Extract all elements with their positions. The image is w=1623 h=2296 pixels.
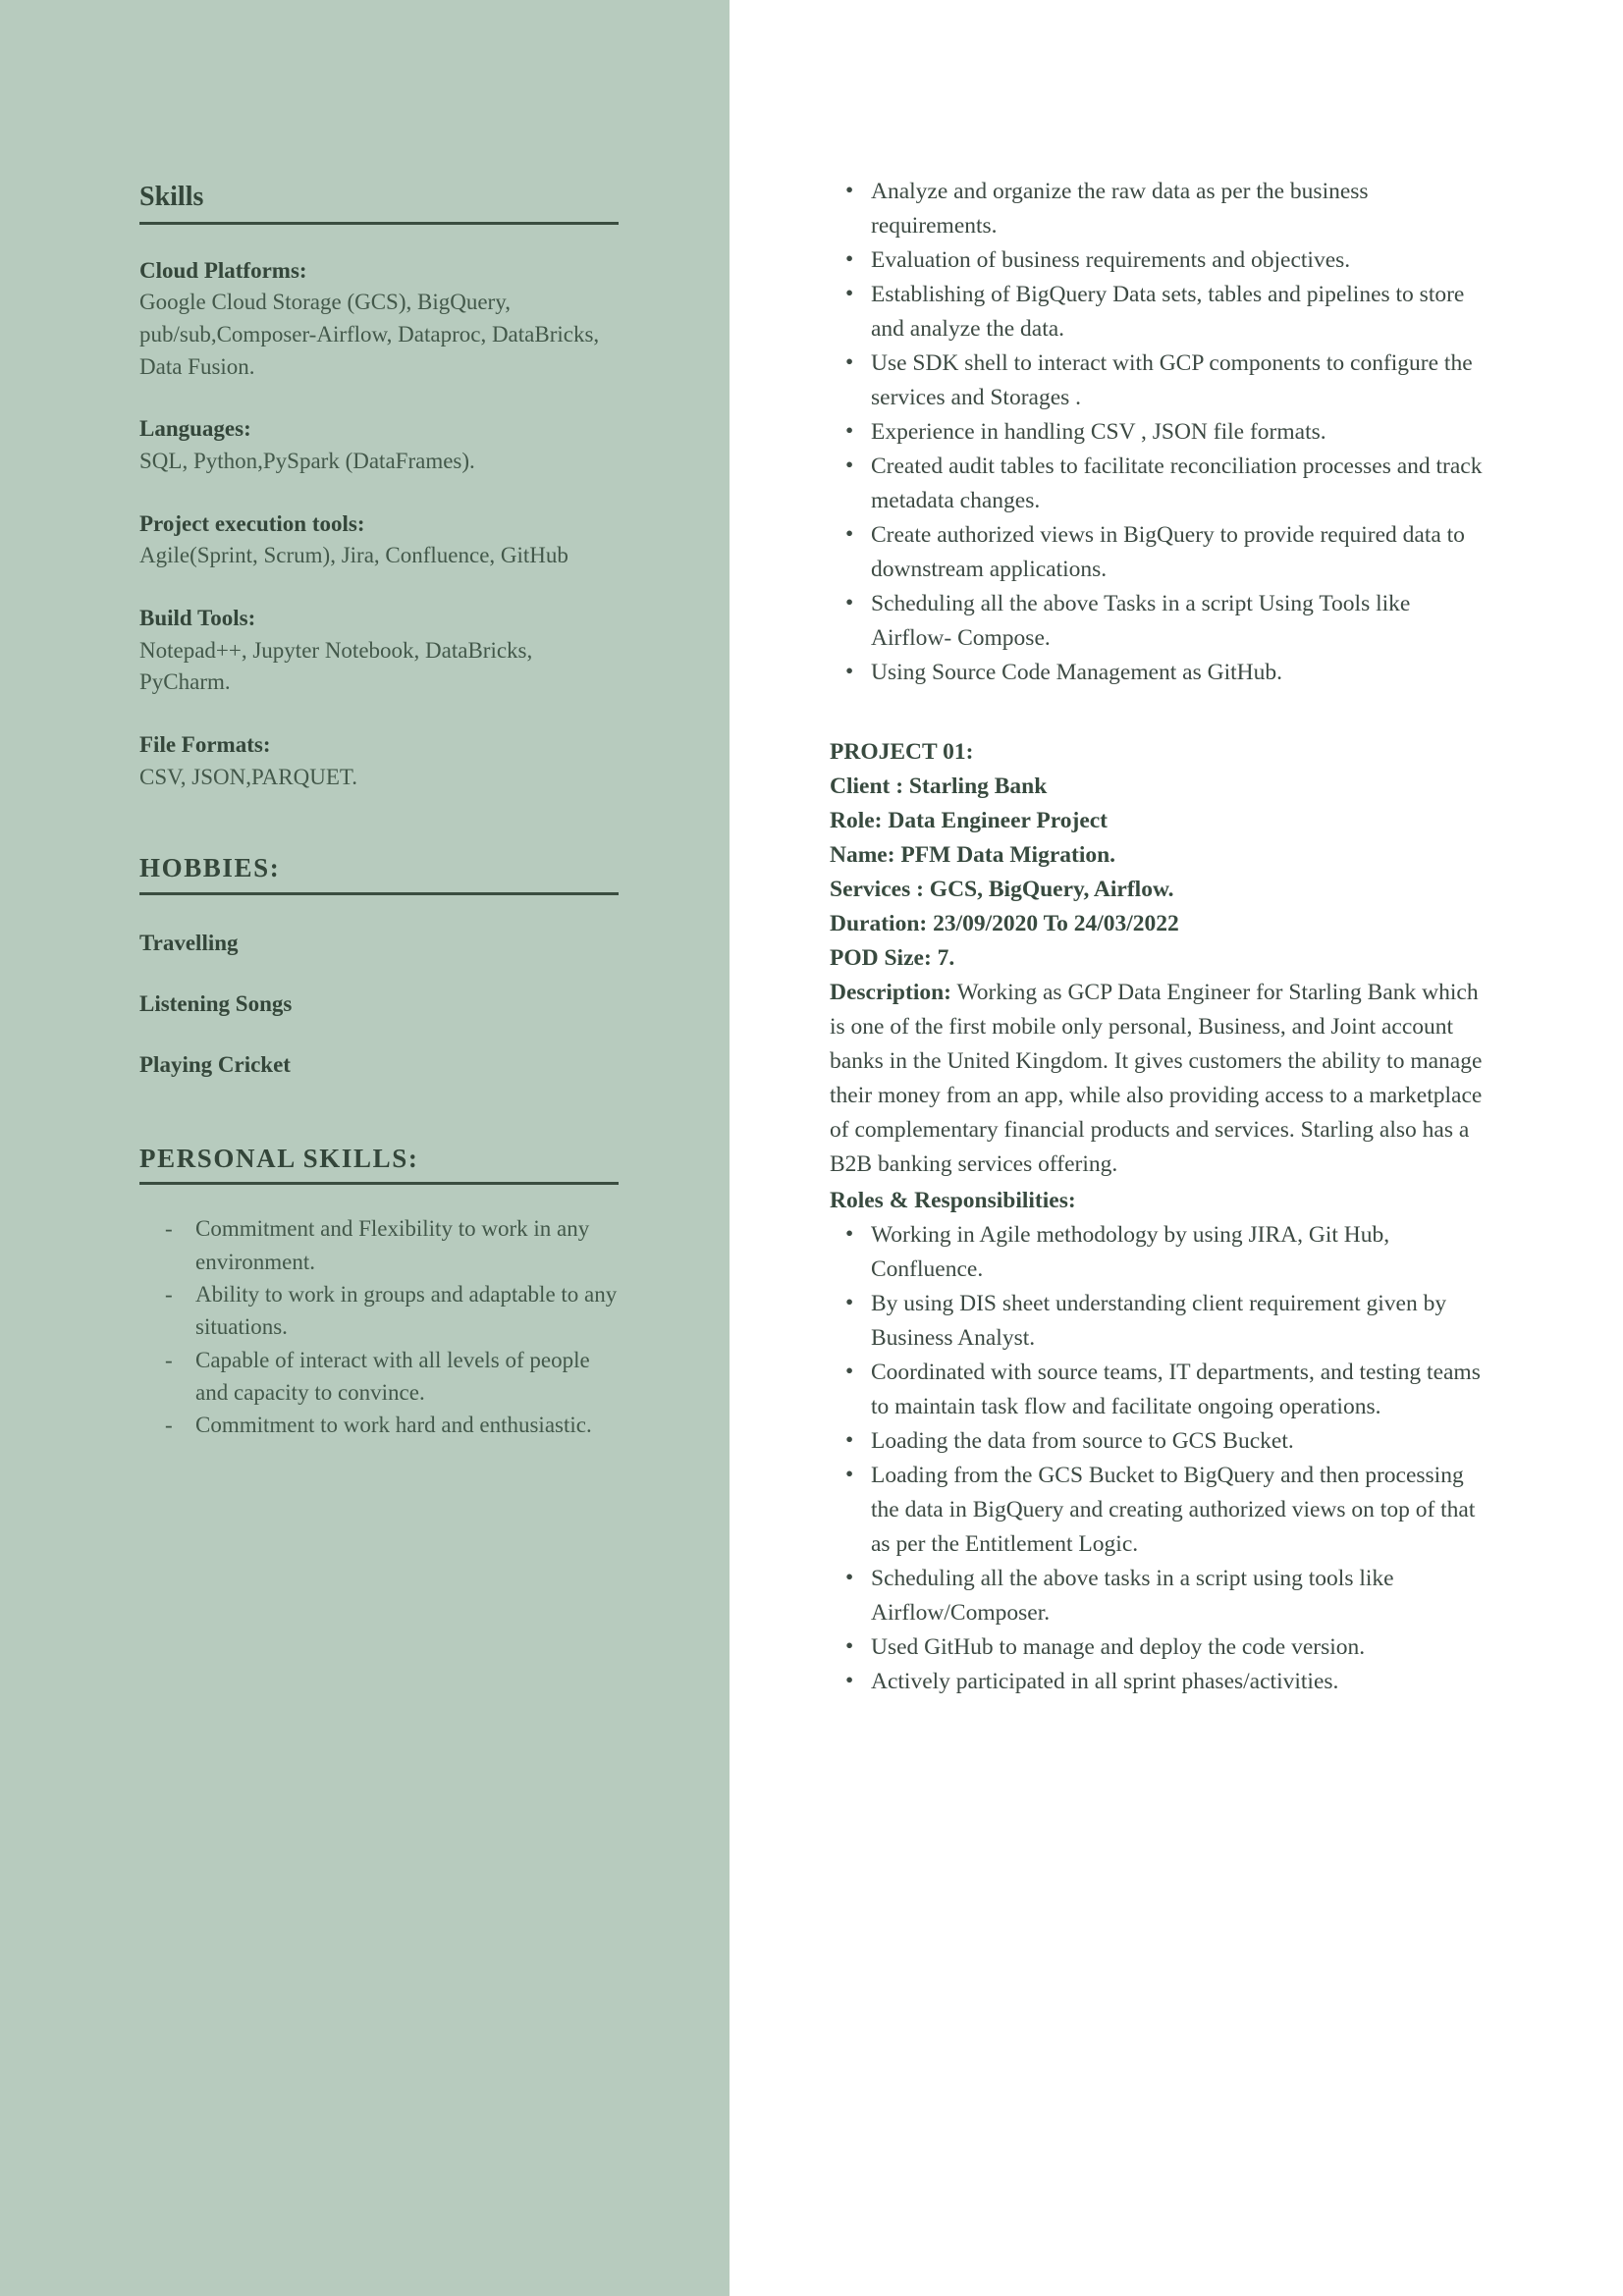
list-item-text: Scheduling all the above tasks in a script using tools like Airflow/Composer. <box>871 1566 1394 1626</box>
list-item-text: Use SDK shell to interact with GCP components to configure the services and Storages . <box>871 350 1473 410</box>
bullet-dot-icon: • <box>845 521 854 547</box>
list-item-text: By using DIS sheet understanding client requirement given by Business Analyst. <box>871 1291 1447 1351</box>
skill-value: CSV, JSON,PARQUET. <box>139 764 357 789</box>
project-client: Client : Starling Bank <box>830 774 1048 799</box>
list-item <box>830 175 1489 243</box>
roles-responsibilities-list <box>830 1218 1489 1699</box>
bullet-dot-icon: • <box>845 1359 854 1384</box>
project-name: Name: PFM Data Migration. <box>830 842 1116 868</box>
list-item <box>830 450 1489 518</box>
project-role: Role: Data Engineer Project <box>830 808 1109 833</box>
bullet-dot-icon: • <box>845 1633 854 1659</box>
list-item-text: Analyze and organize the raw data as per the business requirements. <box>871 179 1369 239</box>
bullet-dot-icon: • <box>845 1427 854 1453</box>
hobby-item: Listening Songs <box>139 990 293 1016</box>
list-item-text: Ability to work in groups and adaptable to any situations. <box>195 1282 618 1340</box>
list-item <box>139 1409 621 1441</box>
list-item <box>830 587 1489 656</box>
list-item <box>830 1287 1489 1356</box>
project-title: PROJECT 01: <box>830 739 974 765</box>
list-item <box>830 1459 1489 1562</box>
list-item-text: Used GitHub to manage and deploy the code version. <box>871 1634 1366 1660</box>
list-item <box>139 1212 621 1278</box>
project-description-label: Description: <box>830 980 952 1005</box>
list-item-text: Working in Agile methodology by using JIRA, Git Hub, Confluence. <box>871 1222 1390 1282</box>
list-item-text: Scheduling all the above Tasks in a script Using Tools like Airflow- Compose. <box>871 591 1411 651</box>
hobbies-section <box>139 854 621 1079</box>
list-item <box>830 347 1489 415</box>
list-item <box>830 656 1489 690</box>
list-item <box>830 1218 1489 1287</box>
sidebar-content <box>139 183 621 1442</box>
responsibilities-top-list <box>830 175 1489 690</box>
hobby-item: Travelling <box>139 931 239 956</box>
list-item <box>830 1630 1489 1665</box>
project-section <box>830 735 1489 1699</box>
bullet-dot-icon: • <box>845 418 854 444</box>
list-item <box>139 1344 621 1410</box>
list-item-text: Loading from the GCS Bucket to BigQuery and then processing the data in BigQuery and creating authorized views on top of that as per the Entitlement Logic. <box>871 1463 1476 1557</box>
bullet-dot-icon: • <box>845 453 854 478</box>
bullet-dot-icon: • <box>845 659 854 684</box>
list-item <box>830 518 1489 587</box>
bullet-dot-icon: • <box>845 1668 854 1693</box>
hobbies-divider <box>139 892 619 895</box>
project-services: Services : GCS, BigQuery, Airflow. <box>830 877 1174 902</box>
skill-group-build-tools <box>139 603 621 699</box>
roles-responsibilities-heading: Roles & Responsibilities: <box>830 1188 1076 1213</box>
list-item <box>830 1424 1489 1459</box>
dash-bullet-icon: - <box>165 1216 173 1242</box>
bullet-dot-icon: • <box>845 281 854 306</box>
project-duration: Duration: 23/09/2020 To 24/03/2022 <box>830 911 1179 936</box>
personal-skills-list <box>139 1212 621 1441</box>
personal-skills-divider <box>139 1182 619 1185</box>
bullet-dot-icon: • <box>845 178 854 203</box>
list-item <box>830 243 1489 278</box>
list-item-text: Loading the data from source to GCS Bucket. <box>871 1428 1294 1454</box>
list-item-text: Create authorized views in BigQuery to provide required data to downstream applications. <box>871 522 1465 582</box>
project-description-text: Working as GCP Data Engineer for Starling Bank which is one of the first mobile only personal, Business, and Joint account banks in the United Kingdom. It gives customers the ability to manage their money from an app, while also providing access to a marketplace of complementary financial products and services. Starling also has a B2B banking services offering. <box>830 980 1483 1177</box>
list-item-text: Using Source Code Management as GitHub. <box>871 660 1283 685</box>
project-description <box>830 976 1489 1182</box>
project-pod-size: POD Size: 7. <box>830 945 955 971</box>
skill-label: File Formats: <box>139 732 271 758</box>
bullet-dot-icon: • <box>845 246 854 272</box>
main-column <box>830 175 1489 1699</box>
bullet-dot-icon: • <box>845 1565 854 1590</box>
skill-label: Cloud Platforms: <box>139 257 307 283</box>
bullet-dot-icon: • <box>845 1221 854 1247</box>
skill-value: SQL, Python,PySpark (DataFrames). <box>139 449 475 474</box>
bullet-dot-icon: • <box>845 349 854 375</box>
list-item <box>830 1665 1489 1699</box>
skill-label: Build Tools: <box>139 606 256 631</box>
bullet-dot-icon: • <box>845 1290 854 1315</box>
dash-bullet-icon: - <box>165 1347 173 1372</box>
skill-value: Google Cloud Storage (GCS), BigQuery, pub/sub,Composer-Airflow, Dataproc, DataBricks, Data Fusion. <box>139 290 600 379</box>
skill-label: Project execution tools: <box>139 510 365 536</box>
list-item-text: Coordinated with source teams, IT departments, and testing teams to maintain task flow and facilitate ongoing operations. <box>871 1360 1481 1419</box>
skill-value: Notepad++, Jupyter Notebook, DataBricks, PyCharm. <box>139 637 533 695</box>
skill-group-languages <box>139 413 621 477</box>
list-item-text: Commitment and Flexibility to work in any environment. <box>195 1216 590 1274</box>
list-item-text: Experience in handling CSV , JSON file formats. <box>871 419 1326 445</box>
skills-divider <box>139 222 619 225</box>
list-item-text: Commitment to work hard and enthusiastic. <box>195 1413 592 1438</box>
skills-section <box>139 183 621 793</box>
list-item-text: Actively participated in all sprint phases/activities. <box>871 1669 1339 1694</box>
personal-skills-heading: PERSONAL SKILLS: <box>139 1143 419 1173</box>
list-item-text: Created audit tables to facilitate reconciliation processes and track metadata changes. <box>871 454 1483 513</box>
personal-skills-section <box>139 1145 621 1442</box>
list-item-text: Establishing of BigQuery Data sets, tables and pipelines to store and analyze the data. <box>871 282 1465 342</box>
list-item <box>830 1562 1489 1630</box>
skill-label: Languages: <box>139 416 251 442</box>
list-item <box>139 1278 621 1344</box>
list-item <box>830 278 1489 347</box>
hobbies-heading: HOBBIES: <box>139 853 281 883</box>
skills-heading: Skills <box>139 182 204 212</box>
skill-group-project-execution-tools <box>139 508 621 572</box>
list-item <box>830 1356 1489 1424</box>
dash-bullet-icon: - <box>165 1282 173 1308</box>
bullet-dot-icon: • <box>845 590 854 615</box>
list-item <box>830 415 1489 450</box>
sidebar <box>0 0 730 2296</box>
skill-group-cloud-platforms <box>139 255 621 384</box>
list-item-text: Capable of interact with all levels of people and capacity to convince. <box>195 1347 590 1406</box>
hobby-item: Playing Cricket <box>139 1051 291 1077</box>
skill-value: Agile(Sprint, Scrum), Jira, Confluence, GitHub <box>139 543 568 568</box>
bullet-dot-icon: • <box>845 1462 854 1487</box>
dash-bullet-icon: - <box>165 1413 173 1438</box>
list-item-text: Evaluation of business requirements and objectives. <box>871 247 1351 273</box>
skill-group-file-formats <box>139 729 621 793</box>
